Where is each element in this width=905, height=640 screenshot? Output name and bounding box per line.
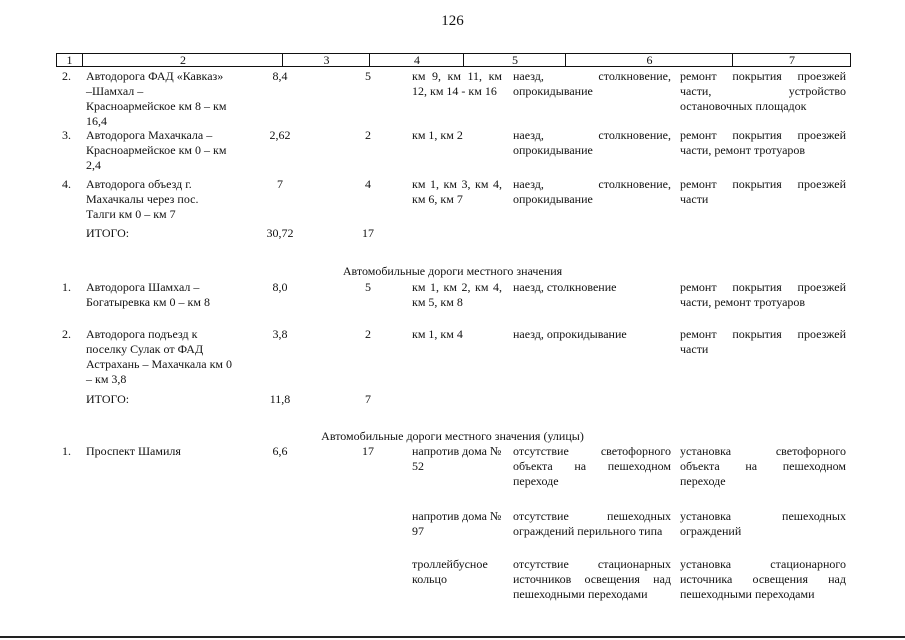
column-header-1: 1 (66, 53, 73, 67)
total-count: 17 (362, 226, 374, 240)
row-number: 1. (62, 444, 71, 458)
km-location: км 1, км 4 (412, 327, 463, 341)
accident-type: наезд, столкновение (513, 280, 617, 294)
section-title: Автомобильные дороги местного значения (342, 264, 563, 278)
row-number: 2. (62, 69, 71, 83)
total-label: ИТОГО: (86, 226, 130, 240)
accident-type: наезд, столкновение, опрокидывание (513, 69, 671, 98)
page-number: 126 (441, 13, 464, 29)
total-label: ИТОГО: (86, 392, 130, 406)
km-location: напротив дома № 52 (412, 444, 502, 473)
column-header-2: 2 (82, 54, 283, 66)
road-name: Автодорога объезд г. Махачкалы через пос. Талги км 0 – км 7 (86, 177, 199, 221)
accident-count: 2 (365, 128, 371, 142)
remedial-measure: ремонт покрытия проезжей части, ремонт тротуаров (680, 280, 846, 309)
road-length: 7 (277, 177, 283, 191)
km-location: км 1, км 3, км 4, км 6, км 7 (412, 177, 502, 206)
road-name: Проспект Шамиля (86, 444, 181, 458)
accident-count: 5 (365, 280, 371, 294)
road-length: 3,8 (272, 327, 288, 341)
column-header-4: 4 (369, 54, 464, 66)
remedial-measure: ремонт покрытия проезжей части (680, 177, 846, 206)
section-title: Автомобильные дороги местного значения (улицы) (321, 429, 584, 443)
row-number: 1. (62, 280, 71, 294)
column-header-5: 5 (463, 54, 566, 66)
column-header-6: 6 (565, 54, 733, 66)
road-length: 2,62 (269, 128, 291, 142)
total-count: 7 (365, 392, 371, 406)
km-location: троллейбусное кольцо (412, 557, 488, 586)
accident-type: отсутствие стационарных источников освещения над пешеходными переходами (513, 557, 671, 601)
total-length: 11,8 (269, 392, 291, 406)
km-location: км 9, км 11, км 12, км 14 - км 16 (412, 69, 502, 98)
road-name: Автодорога Шамхал – Богатыревка км 0 – км 8 (86, 280, 210, 309)
table-header-row (56, 53, 851, 67)
remedial-measure: установка стационарного источника освещения над пешеходными переходами (680, 557, 846, 601)
row-number: 2. (62, 327, 71, 341)
road-length: 8,4 (272, 69, 288, 83)
row-number: 4. (62, 177, 71, 191)
column-header-7: 7 (732, 54, 851, 66)
remedial-measure: установка светофорного объекта на пешеходном переходе (680, 444, 846, 488)
km-location: напротив дома № 97 (412, 509, 502, 538)
km-location: км 1, км 2, км 4, км 5, км 8 (412, 280, 502, 309)
road-name: Автодорога ФАД «Кавказ» –Шамхал – Красноармейское км 8 – км 16,4 (86, 69, 227, 128)
accident-count: 5 (365, 69, 371, 83)
remedial-measure: ремонт покрытия проезжей части (680, 327, 846, 356)
column-header-3: 3 (282, 54, 370, 66)
km-location: км 1, км 2 (412, 128, 463, 142)
accident-count: 17 (362, 444, 374, 458)
accident-type: наезд, опрокидывание (513, 327, 627, 341)
road-name: Автодорога Махачкала – Красноармейское км 0 – км 2,4 (86, 128, 227, 172)
remedial-measure: ремонт покрытия проезжей части, устройство остановочных площадок (680, 69, 846, 113)
accident-count: 2 (365, 327, 371, 341)
accident-type: наезд, столкновение, опрокидывание (513, 128, 671, 157)
accident-type: отсутствие светофорного объекта на пешеходном переходе (513, 444, 671, 488)
total-length: 30,72 (266, 226, 294, 240)
road-length: 6,6 (272, 444, 288, 458)
road-name: Автодорога подъезд к поселку Сулак от ФАД Астрахань – Махачкала км 0 – км 3,8 (86, 327, 233, 386)
remedial-measure: ремонт покрытия проезжей части, ремонт тротуаров (680, 128, 846, 157)
road-length: 8,0 (272, 280, 288, 294)
remedial-measure: установка пешеходных ограждений (680, 509, 846, 538)
row-number: 3. (62, 128, 71, 142)
accident-type: отсутствие пешеходных ограждений перильного типа (513, 509, 671, 538)
accident-count: 4 (365, 177, 371, 191)
bottom-rule (0, 636, 905, 638)
accident-type: наезд, столкновение, опрокидывание (513, 177, 671, 206)
